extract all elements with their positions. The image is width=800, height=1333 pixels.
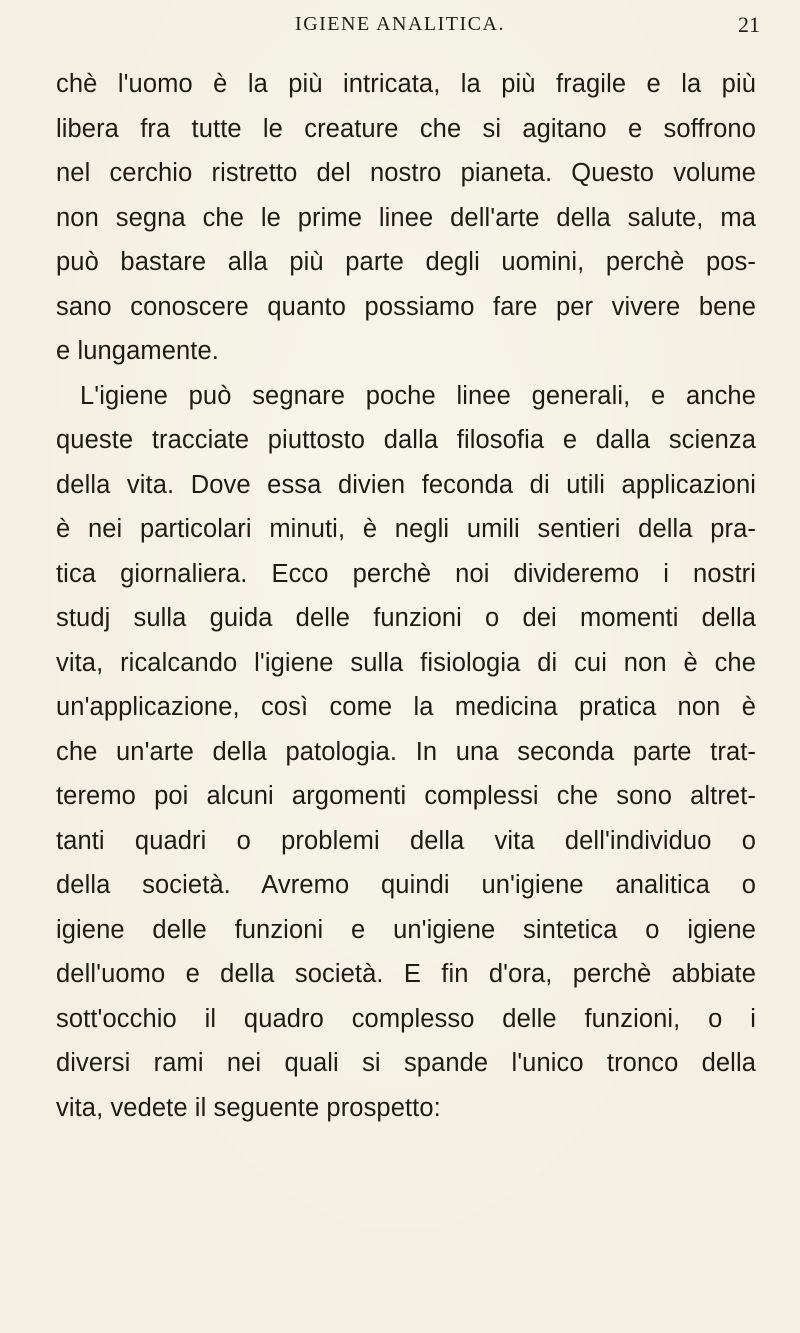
text-line: che un'arte della patologia. In una seconda parte trat-: [56, 737, 756, 766]
text-line: diversi rami nei quali si spande l'unico tronco della: [56, 1049, 756, 1077]
text-line: dell'uomo e della società. E fin d'ora, perchè abbiate: [56, 960, 756, 988]
text-line: libera fra tutte le creature che si agitano e soffrono: [56, 114, 756, 143]
text-line: un'applicazione, così come la medicina pratica non è: [56, 693, 756, 721]
text-line: è nei particolari minuti, è negli umili sentieri della pra-: [56, 515, 756, 543]
text-line: non segna che le prime linee dell'arte della salute, ma: [56, 203, 756, 232]
text-line: vita, ricalcando l'igiene sulla fisiologia di cui non è che: [56, 648, 756, 677]
text-line: queste tracciate piuttosto dalla filosofia e dalla scienza: [56, 426, 756, 454]
text-line: della società. Avremo quindi un'igiene analitica o: [56, 871, 756, 899]
text-line: tica giornaliera. Ecco perchè noi divideremo i nostri: [56, 559, 756, 588]
text-line: studj sulla guida delle funzioni o dei momenti della: [56, 604, 756, 632]
running-head: [0, 6, 800, 42]
body-text: [56, 62, 756, 1130]
text-line: nel cerchio ristretto del nostro pianeta. Questo volume: [56, 159, 756, 187]
text-line: igiene delle funzioni e un'igiene sintetica o igiene: [56, 915, 756, 944]
text-line: può bastare alla più parte degli uomini, perchè pos-: [56, 248, 756, 276]
text-line: sott'occhio il quadro complesso delle funzioni, o i: [56, 1004, 756, 1033]
text-line: chè l'uomo è la più intricata, la più fragile e la più: [56, 70, 756, 98]
text-line: e lungamente.: [56, 337, 219, 365]
running-title: IGIENE ANALITICA.: [295, 13, 505, 35]
text-line: vita, vedete il seguente prospetto:: [56, 1093, 441, 1122]
text-line: L'igiene può segnare poche linee generali, e anche: [80, 381, 756, 410]
text-line: della vita. Dove essa divien feconda di utili applicazioni: [56, 470, 756, 499]
text-line: tanti quadri o problemi della vita dell'individuo o: [56, 826, 756, 855]
text-line: teremo poi alcuni argomenti complessi che sono altret-: [56, 782, 756, 810]
text-line: sano conoscere quanto possiamo fare per vivere bene: [56, 292, 756, 321]
page-number: 21: [738, 12, 760, 37]
